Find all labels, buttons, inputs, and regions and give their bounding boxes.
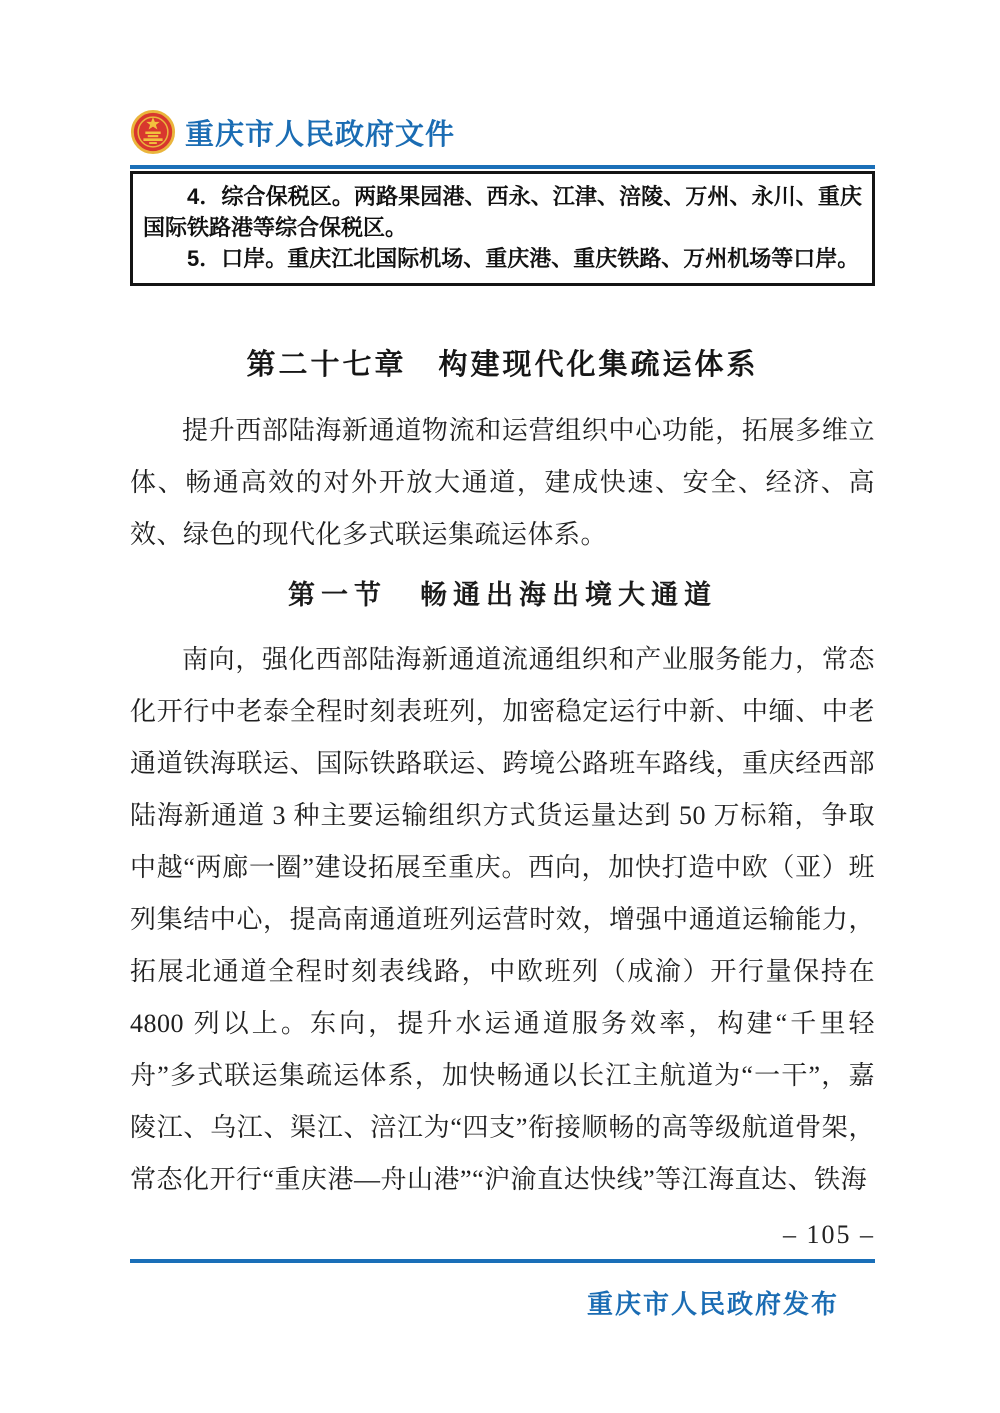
footer-divider-rule [130, 1259, 875, 1263]
national-emblem-icon [130, 109, 176, 155]
notice-item-5: 5．口岸。重庆江北国际机场、重庆港、重庆铁路、万州机场等口岸。 [187, 246, 860, 271]
page-number: – 105 – [783, 1220, 875, 1249]
header-divider-rule [130, 165, 875, 169]
document-header-title: 重庆市人民政府文件 [185, 118, 456, 151]
chapter-title: 第二十七章 构建现代化集疏运体系 [246, 349, 759, 381]
notice-item-4: 4．综合保税区。两路果园港、西永、江津、涪陵、万州、永川、重庆国际铁路港等综合保税区。 [143, 184, 862, 240]
document-header [130, 106, 875, 158]
notice-box [130, 171, 875, 286]
paragraph-body: 南向，强化西部陆海新通道流通组织和产业服务能力，常态化开行中老泰全程时刻表班列，加密稳定运行中新、中缅、中老通道铁海联运、国际铁路联运、跨境公路班车路线，重庆经西部陆海新通道 3 种主要运输组织方式货运量达到 50 万标箱，争取中越“两廊一圈”建设拓展至重庆。西向，加快打造中欧（亚）班列集结中心，提高南通道班列运营时效，增强中通道运输能力，拓展北通道全程时刻表线路，中欧班列（成渝）开行量保持在 4800 列以上。东向，提升水运通道服务效率，构建“千里轻舟”多式联运集疏运体系，加快畅通以长江主航道为“一干”，嘉陵江、乌江、渠江、涪江为“四支”衔接顺畅的高等级航道骨架，常态化开行“重庆港—舟山港”“沪渝直达快线”等江海直达、铁海 [130, 645, 875, 1194]
paragraph-intro: 提升西部陆海新通道物流和运营组织中心功能，拓展多维立体、畅通高效的对外开放大通道，建成快速、安全、经济、高效、绿色的现代化多式联运集疏运体系。 [130, 416, 875, 549]
section-title: 第一节 畅通出海出境大通道 [288, 580, 717, 610]
footer-publisher: 重庆市人民政府发布 [586, 1289, 839, 1319]
